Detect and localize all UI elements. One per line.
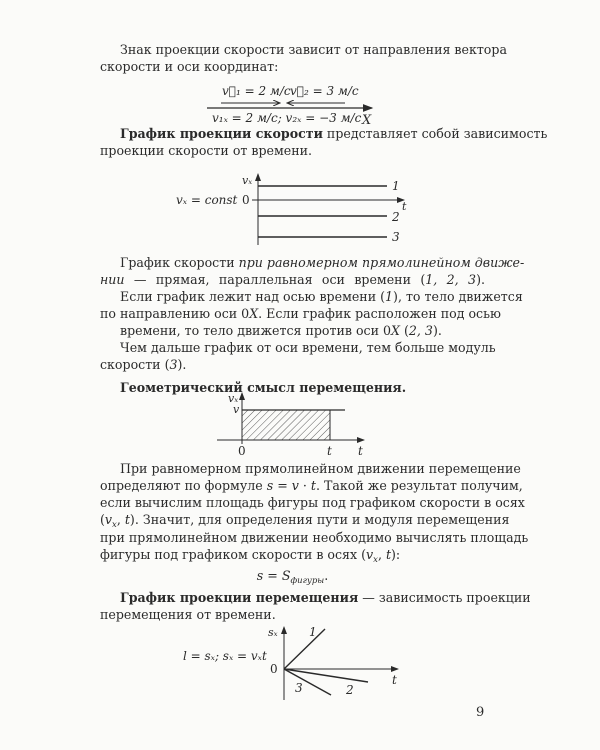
- text-segment: 1, 2, 3: [425, 272, 477, 287]
- text-segment: ,: [377, 547, 386, 562]
- text-segment: ,: [116, 512, 125, 527]
- line-label-2: 2: [346, 683, 354, 697]
- origin-label: 0: [242, 193, 250, 207]
- v1-label: v⃗₁ = 2 м/с: [222, 84, 291, 98]
- text-segment: ):: [391, 547, 401, 562]
- text-segment: представляет собой зависимость: [322, 126, 548, 141]
- text-segment: проекции скорости от времени.: [100, 143, 313, 158]
- text-segment: времени, то тело движется против оси 0: [120, 323, 391, 338]
- projection-label: v₁ₓ = 2 м/с; v₂ₓ = −3 м/с: [212, 111, 362, 125]
- text-segment: . Если график расположен под осью: [258, 306, 501, 321]
- text-segment: ). Значит, для определения пути и модуля перемещения: [129, 512, 510, 527]
- text-segment: Чем дальше график от оси времени, тем больше модуль: [120, 340, 496, 355]
- origin-label: 0: [270, 662, 278, 676]
- text-segment: скорости (: [100, 357, 170, 372]
- text-segment: s: [256, 568, 264, 583]
- text-segment: v: [291, 478, 299, 493]
- text-segment: 2, 3: [408, 323, 433, 338]
- text-segment: (: [399, 323, 409, 338]
- text-segment: График скорости: [120, 255, 239, 270]
- line-label-1: 1: [309, 625, 317, 639]
- text-segment: перемещения от времени.: [100, 607, 276, 622]
- text-segment: При равномерном прямолинейном движении перемещение: [120, 461, 521, 476]
- text-segment: x: [373, 555, 378, 565]
- text-segment: — зависимость проекции: [358, 590, 531, 605]
- v-label: v: [233, 403, 240, 416]
- line-label-3: 3: [392, 230, 400, 244]
- bold-term: График проекции перемещения: [120, 590, 359, 605]
- y-axis-label: vₓ: [242, 174, 253, 187]
- text-segment: если вычислим площадь фигуры под графиком скорости в осях: [100, 495, 525, 510]
- text-segment: фигуры: [290, 576, 325, 586]
- v2-label: v⃗₂ = 3 м/с: [290, 84, 359, 98]
- velocity-graph: [176, 174, 407, 245]
- text-segment: t: [124, 512, 130, 527]
- displacement-area-graph: [217, 392, 364, 458]
- text-segment: — прямая, параллельная оси времени (: [124, 272, 426, 287]
- graph-line-1: [284, 629, 325, 669]
- x-axis-label: t: [402, 200, 407, 213]
- text-segment: скорости и оси координат:: [100, 59, 279, 74]
- text-segment: по направлению оси 0: [100, 306, 250, 321]
- text-segment: t: [385, 547, 392, 562]
- text-segment: нии: [100, 272, 125, 287]
- text-segment: ).: [476, 272, 485, 287]
- line-label-2: 2: [392, 210, 400, 224]
- text-segment: 1: [385, 289, 394, 304]
- bold-term: Геометрический смысл перемещения.: [120, 380, 407, 395]
- displacement-graph: [183, 625, 398, 700]
- text-segment: =: [273, 478, 292, 493]
- y-axis-label: sₓ: [268, 626, 278, 639]
- line-label-3: 3: [295, 681, 303, 695]
- text-segment: ).: [177, 357, 187, 372]
- text-segment: ).: [432, 323, 442, 338]
- text-segment: . Такой же результат получим,: [315, 478, 523, 493]
- line-label-1: 1: [392, 179, 400, 193]
- formula-label: l = sₓ; sₓ = vₓt: [183, 649, 267, 663]
- text-segment: 3: [169, 357, 178, 372]
- text-segment: X: [249, 306, 259, 321]
- text-segment: v: [104, 512, 113, 527]
- text-segment: при прямолинейном движении необходимо вычислять площадь: [100, 530, 529, 545]
- x-axis-label: X: [362, 113, 372, 128]
- y-axis-label: vₓ: [228, 392, 239, 405]
- origin-label: 0: [238, 444, 246, 458]
- text-segment: при равномерном прямолинейном движе-: [238, 255, 525, 270]
- text-segment: фигуры под графиком скорости в осях (: [100, 547, 367, 562]
- bold-term: График проекции скорости: [120, 126, 323, 141]
- text-segment: =: [263, 568, 282, 583]
- formula-label: vₓ = const: [176, 193, 238, 207]
- text-segment: Знак проекции скорости зависит от направления вектора: [120, 42, 507, 57]
- page-number: 9: [476, 705, 485, 720]
- text-segment: x: [112, 520, 117, 530]
- text-segment: ), то тело движется: [393, 289, 523, 304]
- text-segment: s: [266, 478, 274, 493]
- text-segment: (: [100, 512, 105, 527]
- text-segment: ·: [298, 478, 311, 493]
- x-axis-label: t: [392, 673, 397, 687]
- t-mark-label: t: [327, 444, 332, 458]
- text-segment: v: [366, 547, 374, 562]
- text-segment: .: [324, 568, 329, 583]
- text-segment: S: [281, 568, 291, 583]
- text-segment: t: [310, 478, 316, 493]
- text-segment: определяют по формуле: [100, 478, 267, 493]
- x-axis-label: t: [358, 444, 363, 458]
- text-segment: Если график лежит над осью времени (: [120, 289, 386, 304]
- text-segment: X: [391, 323, 400, 338]
